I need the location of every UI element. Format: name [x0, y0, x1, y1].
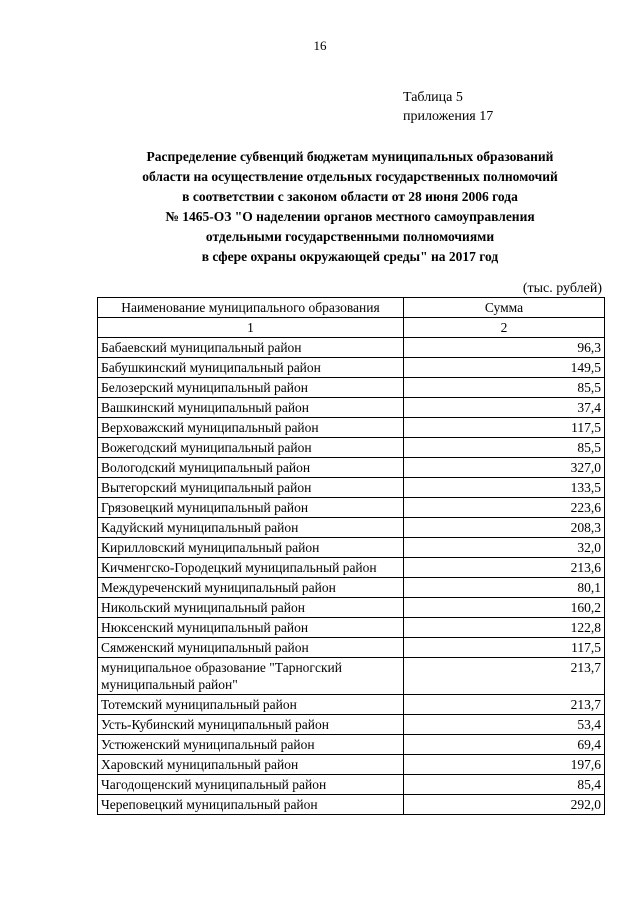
row-sum: 85,4 [404, 775, 605, 795]
table-reference-line-1: Таблица 5 [403, 90, 463, 105]
units-label: (тыс. рублей) [522, 281, 602, 296]
row-sum: 133,5 [404, 478, 605, 498]
table-row [98, 598, 605, 618]
title-line: отдельными государственными полномочиями [205, 229, 495, 244]
row-sum: 69,4 [404, 735, 605, 755]
table-row [98, 358, 605, 378]
row-name: Междуреченский муниципальный район [98, 578, 404, 598]
table-row [98, 715, 605, 735]
row-sum: 197,6 [404, 755, 605, 775]
row-sum: 213,7 [404, 695, 605, 715]
row-sum: 85,5 [404, 378, 605, 398]
row-name: Тотемский муниципальный район [98, 695, 404, 715]
row-name: Устюженский муниципальный район [98, 735, 404, 755]
table-row [98, 558, 605, 578]
table-row [98, 518, 605, 538]
row-name: Вологодский муниципальный район [98, 458, 404, 478]
row-sum: 213,6 [404, 558, 605, 578]
row-name: Сямженский муниципальный район [98, 638, 404, 658]
title-line: № 1465-ОЗ "О наделении органов местного самоуправления [165, 209, 535, 224]
row-name: Чагодощенский муниципальный район [98, 775, 404, 795]
table-row [98, 438, 605, 458]
row-name: Усть-Кубинский муниципальный район [98, 715, 404, 735]
row-name: Кадуйский муниципальный район [98, 518, 404, 538]
row-sum: 208,3 [404, 518, 605, 538]
row-sum: 32,0 [404, 538, 605, 558]
row-sum: 149,5 [404, 358, 605, 378]
row-sum: 122,8 [404, 618, 605, 638]
row-sum: 327,0 [404, 458, 605, 478]
row-sum: 37,4 [404, 398, 605, 418]
table-reference [403, 88, 493, 126]
row-name: Череповецкий муниципальный район [98, 795, 404, 815]
row-name: Бабушкинский муниципальный район [98, 358, 404, 378]
row-sum: 117,5 [404, 418, 605, 438]
row-name: Бабаевский муниципальный район [98, 338, 404, 358]
table-header-row [98, 298, 605, 318]
row-sum: 80,1 [404, 578, 605, 598]
table-row [98, 578, 605, 598]
row-name: Никольский муниципальный район [98, 598, 404, 618]
table-row [98, 795, 605, 815]
table-reference-line-2: приложения 17 [403, 109, 494, 124]
row-sum: 117,5 [404, 638, 605, 658]
row-sum: 223,6 [404, 498, 605, 518]
table-row [98, 755, 605, 775]
header-name: Наименование муниципального образования [98, 298, 404, 318]
column-number-1: 1 [98, 318, 404, 338]
table-row [98, 775, 605, 795]
row-name: Грязовецкий муниципальный район [98, 498, 404, 518]
table-row [98, 478, 605, 498]
row-sum: 213,7 [404, 658, 605, 695]
row-name: Харовский муниципальный район [98, 755, 404, 775]
table-row [98, 378, 605, 398]
row-sum: 85,5 [404, 438, 605, 458]
row-sum: 160,2 [404, 598, 605, 618]
table-row [98, 498, 605, 518]
table-row [98, 638, 605, 658]
title-line: области на осуществление отдельных государственных полномочий [142, 169, 558, 184]
row-name: Верховажский муниципальный район [98, 418, 404, 438]
row-name: Кирилловский муниципальный район [98, 538, 404, 558]
table-row [98, 538, 605, 558]
title-line: в соответствии с законом области от 28 июня 2006 года [182, 189, 518, 204]
row-name: муниципальное образование "Тарногский муниципальный район" [98, 658, 404, 695]
row-name: Вашкинский муниципальный район [98, 398, 404, 418]
table-row [98, 398, 605, 418]
row-sum: 53,4 [404, 715, 605, 735]
table-row [98, 658, 605, 695]
row-name: Вожегодский муниципальный район [98, 438, 404, 458]
document-title [100, 147, 600, 267]
row-name: Белозерский муниципальный район [98, 378, 404, 398]
row-sum: 292,0 [404, 795, 605, 815]
row-name: Нюксенский муниципальный район [98, 618, 404, 638]
table-row [98, 458, 605, 478]
row-sum: 96,3 [404, 338, 605, 358]
title-line: Распределение субвенций бюджетам муниципальных образований [146, 149, 554, 164]
table-row [98, 618, 605, 638]
row-name: Вытегорский муниципальный район [98, 478, 404, 498]
title-line: в сфере охраны окружающей среды" на 2017 год [201, 249, 499, 264]
row-name: Кичменгско-Городецкий муниципальный район [98, 558, 404, 578]
header-sum: Сумма [404, 298, 605, 318]
table-body [98, 338, 605, 815]
table-row [98, 695, 605, 715]
table-column-number-row [98, 318, 605, 338]
table-row [98, 735, 605, 755]
table-row [98, 418, 605, 438]
column-number-2: 2 [404, 318, 605, 338]
allocation-table [97, 297, 605, 815]
page-number: 16 [313, 38, 327, 53]
table-row [98, 338, 605, 358]
